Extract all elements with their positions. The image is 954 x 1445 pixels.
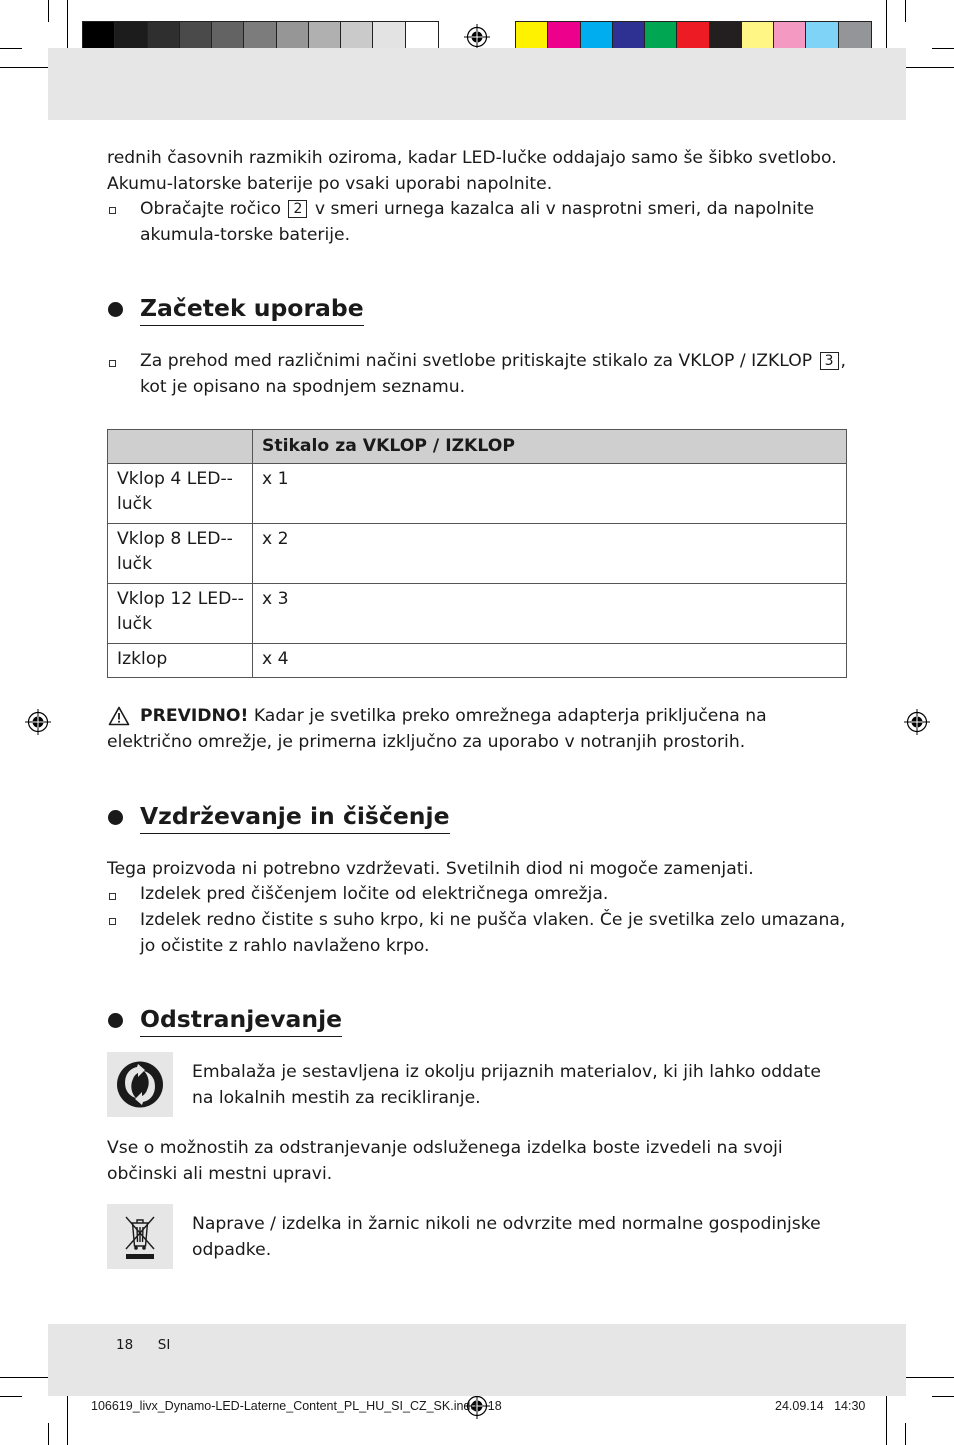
page-footer [116, 1337, 170, 1353]
table-header-row [108, 430, 847, 464]
intro-bullet: Obračajte ročico 2 v smeri urnega kazalca ali v nasprotni smeri, da napolnite akumula-torske baterije. [140, 199, 815, 245]
table-header-cell [108, 430, 253, 464]
table-cell-presses: x 1 [253, 463, 847, 523]
grayscale-swatch [148, 22, 180, 51]
disposal-paragraph: Vse o možnostih za odstranjevanje odsluženega izdelka boste izvedeli na svoji občinski ali mestni upravi. [107, 1138, 783, 1184]
crossed-out-bin-icon [107, 1204, 173, 1269]
table-row [108, 523, 847, 583]
process-color-swatch [677, 22, 709, 51]
grayscale-swatch [373, 22, 405, 51]
footer-band [48, 1324, 906, 1396]
slug-filename: 106619_livx_Dynamo-LED-Laterne_Content_PL_HU_SI_CZ_SK.indd 18 [91, 1399, 502, 1413]
table-cell-mode: Vklop 12 LED--lučk [108, 583, 253, 643]
slug-datetime: 24.09.14 14:30 [775, 1399, 866, 1413]
bullet-square-icon [109, 360, 116, 367]
page-number: 18 [116, 1337, 134, 1353]
grayscale-swatch [244, 22, 276, 51]
maintenance-bullet: Izdelek pred čiščenjem ločite od električnega omrežja. [140, 884, 609, 904]
grayscale-swatch [406, 22, 438, 51]
grayscale-swatch [115, 22, 147, 51]
warning-triangle-icon [108, 706, 130, 726]
switch-modes-table [107, 429, 847, 678]
section-heading-disposal: Odstranjevanje [140, 1004, 342, 1037]
table-header-cell: Stikalo za VKLOP / IZKLOP [253, 430, 847, 464]
heading-bullet-icon [108, 1013, 123, 1028]
heading-bullet-icon [108, 302, 123, 317]
grayscale-swatch [83, 22, 115, 51]
header-band [48, 48, 906, 120]
bullet-square-icon [109, 893, 116, 900]
table-row [108, 643, 847, 678]
grayscale-swatch [341, 22, 373, 51]
process-color-swatch [710, 22, 742, 51]
table-cell-presses: x 2 [253, 523, 847, 583]
registration-mark-icon [904, 709, 930, 735]
part-reference: 2 [288, 200, 307, 218]
registration-mark-icon [25, 709, 51, 735]
process-color-swatch [516, 22, 548, 51]
packaging-text: Embalaža je sestavljena iz okolju prijaznih materialov, ki jih lahko oddate na lokalnih mestih za recikliranje. [192, 1062, 821, 1108]
process-color-swatch [581, 22, 613, 51]
process-color-swatch [806, 22, 838, 51]
section-heading-maintenance: Vzdrževanje in čiščenje [140, 801, 450, 834]
table-row [108, 463, 847, 523]
warning-paragraph [107, 704, 847, 755]
grayscale-swatch [212, 22, 244, 51]
process-color-swatch [613, 22, 645, 51]
process-color-swatch [548, 22, 580, 51]
start-bullet: Za prehod med različnimi načini svetlobe pritiskajte stikalo za VKLOP / IZKLOP 3 , kot je opisano na spodnjem seznamu. [140, 351, 846, 397]
maintenance-bullet: Izdelek redno čistite s suho krpo, ki ne pušča vlaken. Če je svetilka zelo umazana, jo očistite z rahlo navlaženo krpo. [140, 910, 846, 956]
table-cell-mode: Vklop 8 LED--lučk [108, 523, 253, 583]
bullet-square-icon [109, 918, 116, 925]
part-reference: 3 [820, 352, 839, 370]
section-heading-start: Začetek uporabe [140, 293, 364, 326]
maintenance-paragraph: Tega proizvoda ni potrebno vzdrževati. Svetilnih diod ni mogoče zamenjati. [107, 859, 754, 879]
grayscale-swatch [309, 22, 341, 51]
grayscale-swatch [277, 22, 309, 51]
process-color-swatch [774, 22, 806, 51]
process-color-swatch [645, 22, 677, 51]
table-cell-presses: x 3 [253, 583, 847, 643]
table-cell-mode: Vklop 4 LED--lučk [108, 463, 253, 523]
process-color-swatch [839, 22, 871, 51]
warning-text: Kadar je svetilka preko omrežnega adapterja priključena na električno omrežje, je primerna izključno za uporabo v notranjih prostorih. [107, 706, 767, 752]
weee-text: Naprave / izdelka in žarnic nikoli ne odvrzite med normalne gospodinjske odpadke. [192, 1214, 821, 1260]
recycling-icon-box [107, 1052, 173, 1117]
table-row [108, 583, 847, 643]
table-cell-mode: Izklop [108, 643, 253, 678]
page-language: SI [157, 1337, 171, 1353]
heading-bullet-icon [108, 810, 123, 825]
bullet-square-icon [109, 207, 116, 214]
grayscale-swatch [180, 22, 212, 51]
warning-label: PREVIDNO! [140, 706, 249, 726]
process-color-swatch [742, 22, 774, 51]
registration-mark-icon [464, 24, 490, 50]
table-cell-presses: x 4 [253, 643, 847, 678]
green-dot-recycling-icon [107, 1052, 173, 1117]
intro-paragraph: rednih časovnih razmikih oziroma, kadar LED-lučke oddajajo samo še šibko svetlobo. Akumu-latorske baterije po vsaki uporabi napolnite. [107, 148, 837, 194]
weee-icon-box [107, 1204, 173, 1269]
